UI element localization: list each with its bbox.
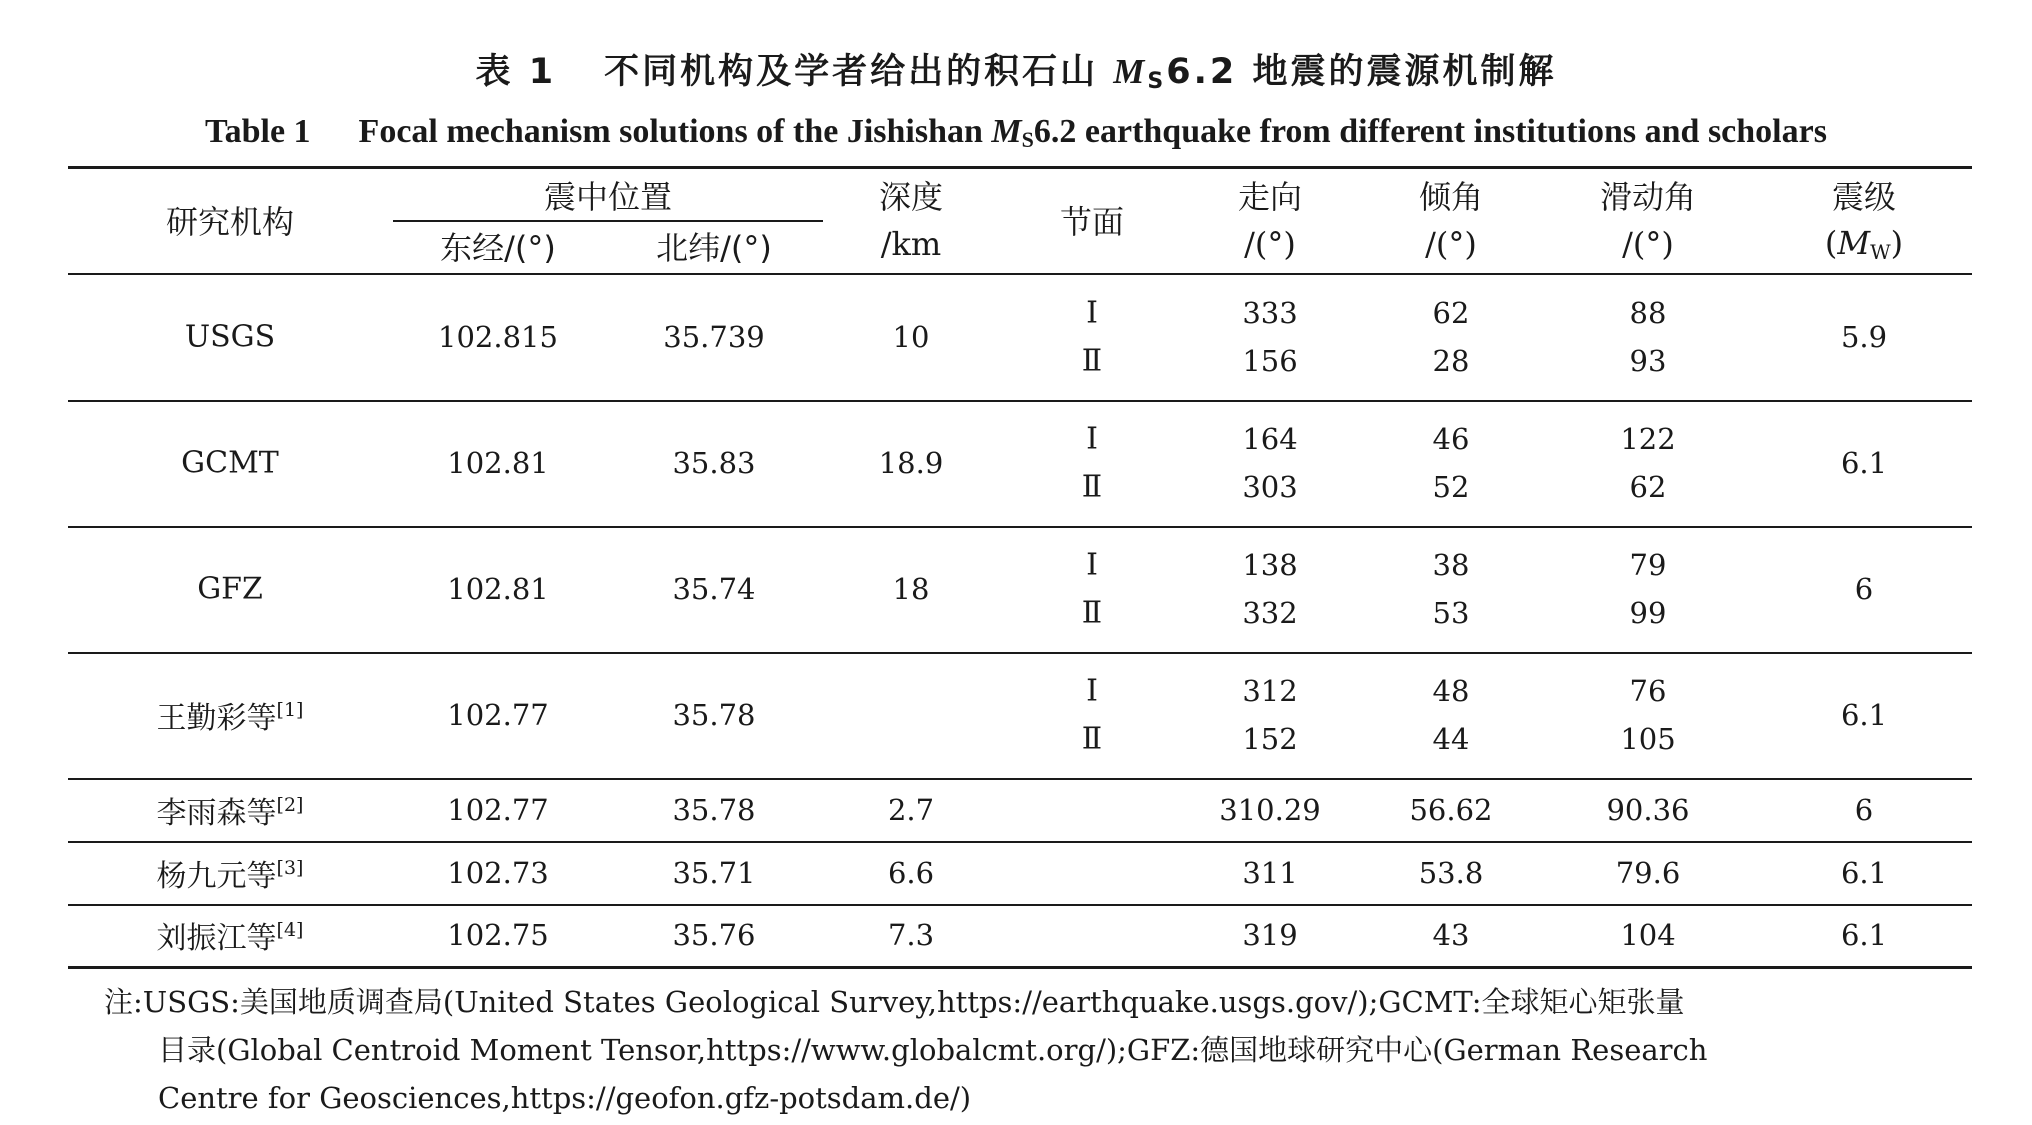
- table-number-en: Table 1: [205, 113, 311, 150]
- row-gcmt-plane-2: Ⅱ: [1081, 469, 1103, 505]
- row-divider-5: [68, 841, 1972, 843]
- row-liu-rake: 104: [1620, 918, 1676, 952]
- row-yang-reference[interactable]: [3]: [276, 857, 304, 879]
- header-dip-unit: /(°): [1425, 225, 1477, 263]
- row-divider-4: [68, 778, 1972, 780]
- row-liu-magnitude: 6.1: [1840, 918, 1888, 952]
- row-gcmt-institution: GCMT: [181, 445, 279, 481]
- header-longitude: 东经/(°): [440, 229, 556, 267]
- row-usgs-depth: 10: [892, 320, 930, 354]
- row-gfz-dip-2: 53: [1432, 596, 1470, 630]
- row-wang-name: 王勤彩等: [156, 701, 277, 736]
- row-liu-latitude: 35.76: [672, 918, 756, 952]
- header-bottom-rule: [68, 273, 1972, 275]
- row-divider-6: [68, 904, 1972, 906]
- mag-unit-close: ): [1890, 224, 1904, 262]
- row-gfz-rake-1: 79: [1629, 548, 1667, 582]
- row-li-magnitude: 6: [1854, 793, 1874, 827]
- header-strike: 走向: [1237, 178, 1303, 216]
- row-usgs-plane-2: Ⅱ: [1081, 343, 1103, 379]
- header-institution: 研究机构: [165, 203, 295, 241]
- row-gfz-institution: GFZ: [197, 571, 263, 607]
- title-en-text: Focal mechanism solutions of the Jishishan: [358, 113, 992, 150]
- row-gfz-dip-1: 38: [1432, 548, 1470, 582]
- row-wang-strike-1: 312: [1242, 674, 1298, 708]
- header-rake: 滑动角: [1599, 178, 1697, 216]
- row-li-reference[interactable]: [2]: [276, 794, 304, 816]
- row-usgs-dip-1: 62: [1432, 296, 1470, 330]
- title-cn-text-after: 地震的震源机制解: [1237, 52, 1557, 92]
- table-top-rule: [68, 166, 1972, 169]
- title-en-text-after: earthquake from different institutions and scholars: [1076, 113, 1827, 150]
- row-usgs-magnitude: 5.9: [1840, 320, 1888, 354]
- row-li-depth: 2.7: [887, 793, 935, 827]
- title-en-mag-letter: M: [991, 113, 1022, 150]
- row-yang-latitude: 35.71: [672, 856, 756, 890]
- title-cn-mag-value: 6.2: [1166, 52, 1238, 92]
- row-gcmt-rake-1: 122: [1620, 422, 1676, 456]
- row-gcmt-dip-2: 52: [1432, 470, 1470, 504]
- row-liu-institution: [157, 913, 304, 957]
- row-usgs-longitude: 102.815: [438, 320, 558, 354]
- row-gcmt-strike-2: 303: [1242, 470, 1298, 504]
- row-gfz-strike-2: 332: [1242, 596, 1298, 630]
- row-usgs-strike-2: 156: [1242, 344, 1298, 378]
- row-wang-rake-1: 76: [1629, 674, 1667, 708]
- header-dip: 倾角: [1418, 178, 1484, 216]
- row-yang-longitude: 102.73: [447, 856, 549, 890]
- row-usgs-rake-2: 93: [1629, 344, 1667, 378]
- row-wang-plane-2: Ⅱ: [1081, 721, 1103, 757]
- header-rake-unit: /(°): [1622, 225, 1674, 263]
- row-yang-dip: 53.8: [1418, 856, 1484, 890]
- header-latitude: 北纬/(°): [656, 229, 772, 267]
- row-li-institution: [157, 788, 304, 832]
- note-line-1: 注:USGS:美国地质调查局(United States Geological Survey,https://earthquake.usgs.gov/);GCMT:全球矩心矩张量: [104, 985, 1685, 1019]
- row-usgs-rake-1: 88: [1629, 296, 1667, 330]
- row-wang-latitude: 35.78: [672, 698, 756, 732]
- row-yang-name: 杨九元等: [156, 859, 277, 894]
- row-divider-2: [68, 526, 1972, 528]
- row-gcmt-magnitude: 6.1: [1840, 446, 1888, 480]
- row-wang-reference[interactable]: [1]: [276, 699, 304, 721]
- header-plane: 节面: [1059, 203, 1125, 241]
- table-title-english: [0, 113, 2032, 153]
- row-yang-strike: 311: [1242, 856, 1298, 890]
- row-gcmt-depth: 18.9: [878, 446, 944, 480]
- note-line-3: Centre for Geosciences,https://geofon.gfz-potsdam.de/): [158, 1081, 972, 1115]
- row-gfz-plane-1: Ⅰ: [1086, 547, 1098, 583]
- row-liu-longitude: 102.75: [447, 918, 549, 952]
- row-gfz-plane-2: Ⅱ: [1081, 595, 1103, 631]
- row-gfz-longitude: 102.81: [447, 572, 549, 606]
- header-strike-unit: /(°): [1244, 225, 1296, 263]
- row-liu-reference[interactable]: [4]: [276, 919, 304, 941]
- row-gcmt-strike-1: 164: [1242, 422, 1298, 456]
- row-wang-dip-2: 44: [1432, 722, 1470, 756]
- row-yang-magnitude: 6.1: [1840, 856, 1888, 890]
- table-bottom-rule: [68, 966, 1972, 969]
- title-cn-mag-letter: M: [1113, 52, 1148, 91]
- title-cn-mag-sub: S: [1147, 69, 1167, 94]
- title-en-mag-value: 6.2: [1033, 113, 1077, 150]
- row-usgs-plane-1: Ⅰ: [1086, 295, 1098, 331]
- row-li-rake: 90.36: [1606, 793, 1690, 827]
- row-gfz-strike-1: 138: [1242, 548, 1298, 582]
- header-magnitude: 震级: [1831, 178, 1897, 216]
- note-line-2: 目录(Global Centroid Moment Tensor,https://www.globalcmt.org/);GFZ:德国地球研究中心(German Research: [158, 1033, 1708, 1067]
- row-li-longitude: 102.77: [447, 793, 549, 827]
- title-cn-text: 不同机构及学者给出的积石山: [604, 52, 1114, 92]
- row-li-dip: 56.62: [1409, 793, 1493, 827]
- header-magnitude-unit: [1825, 224, 1903, 264]
- row-wang-strike-2: 152: [1242, 722, 1298, 756]
- row-liu-depth: 7.3: [887, 918, 935, 952]
- row-yang-depth: 6.6: [887, 856, 935, 890]
- row-gcmt-longitude: 102.81: [447, 446, 549, 480]
- header-epicenter: 震中位置: [543, 178, 673, 216]
- row-wang-longitude: 102.77: [447, 698, 549, 732]
- table-note: [104, 978, 1944, 1122]
- row-usgs-strike-1: 333: [1242, 296, 1298, 330]
- row-li-name: 李雨森等: [156, 796, 277, 831]
- epicenter-header-underline: [393, 220, 823, 222]
- row-yang-institution: [157, 851, 304, 895]
- row-usgs-institution: USGS: [184, 319, 276, 355]
- mag-unit-sub: W: [1870, 240, 1891, 264]
- row-wang-institution: [157, 693, 304, 737]
- header-depth: 深度: [878, 178, 944, 216]
- row-li-strike: 310.29: [1219, 793, 1321, 827]
- mag-unit-open: (: [1824, 224, 1838, 262]
- row-liu-strike: 319: [1242, 918, 1298, 952]
- row-usgs-latitude: 35.739: [663, 320, 765, 354]
- row-wang-dip-1: 48: [1432, 674, 1470, 708]
- mag-unit-letter: M: [1837, 224, 1871, 262]
- row-divider-3: [68, 652, 1972, 654]
- row-yang-rake: 79.6: [1615, 856, 1681, 890]
- header-depth-unit: /km: [880, 225, 942, 263]
- row-divider-1: [68, 400, 1972, 402]
- row-gcmt-latitude: 35.83: [672, 446, 756, 480]
- table-number-cn: 表 1: [475, 52, 557, 92]
- row-gcmt-rake-2: 62: [1629, 470, 1667, 504]
- row-wang-rake-2: 105: [1620, 722, 1676, 756]
- table-title-chinese: [0, 44, 2032, 94]
- row-gcmt-plane-1: Ⅰ: [1086, 421, 1098, 457]
- row-wang-magnitude: 6.1: [1840, 698, 1888, 732]
- title-en-mag-sub: S: [1021, 127, 1034, 152]
- row-gfz-latitude: 35.74: [672, 572, 756, 606]
- row-usgs-dip-2: 28: [1432, 344, 1470, 378]
- row-gfz-magnitude: 6: [1854, 572, 1874, 606]
- row-gcmt-dip-1: 46: [1432, 422, 1470, 456]
- row-wang-plane-1: Ⅰ: [1086, 673, 1098, 709]
- row-gfz-rake-2: 99: [1629, 596, 1667, 630]
- row-gfz-depth: 18: [892, 572, 930, 606]
- row-liu-name: 刘振江等: [156, 921, 277, 956]
- row-liu-dip: 43: [1432, 918, 1470, 952]
- row-li-latitude: 35.78: [672, 793, 756, 827]
